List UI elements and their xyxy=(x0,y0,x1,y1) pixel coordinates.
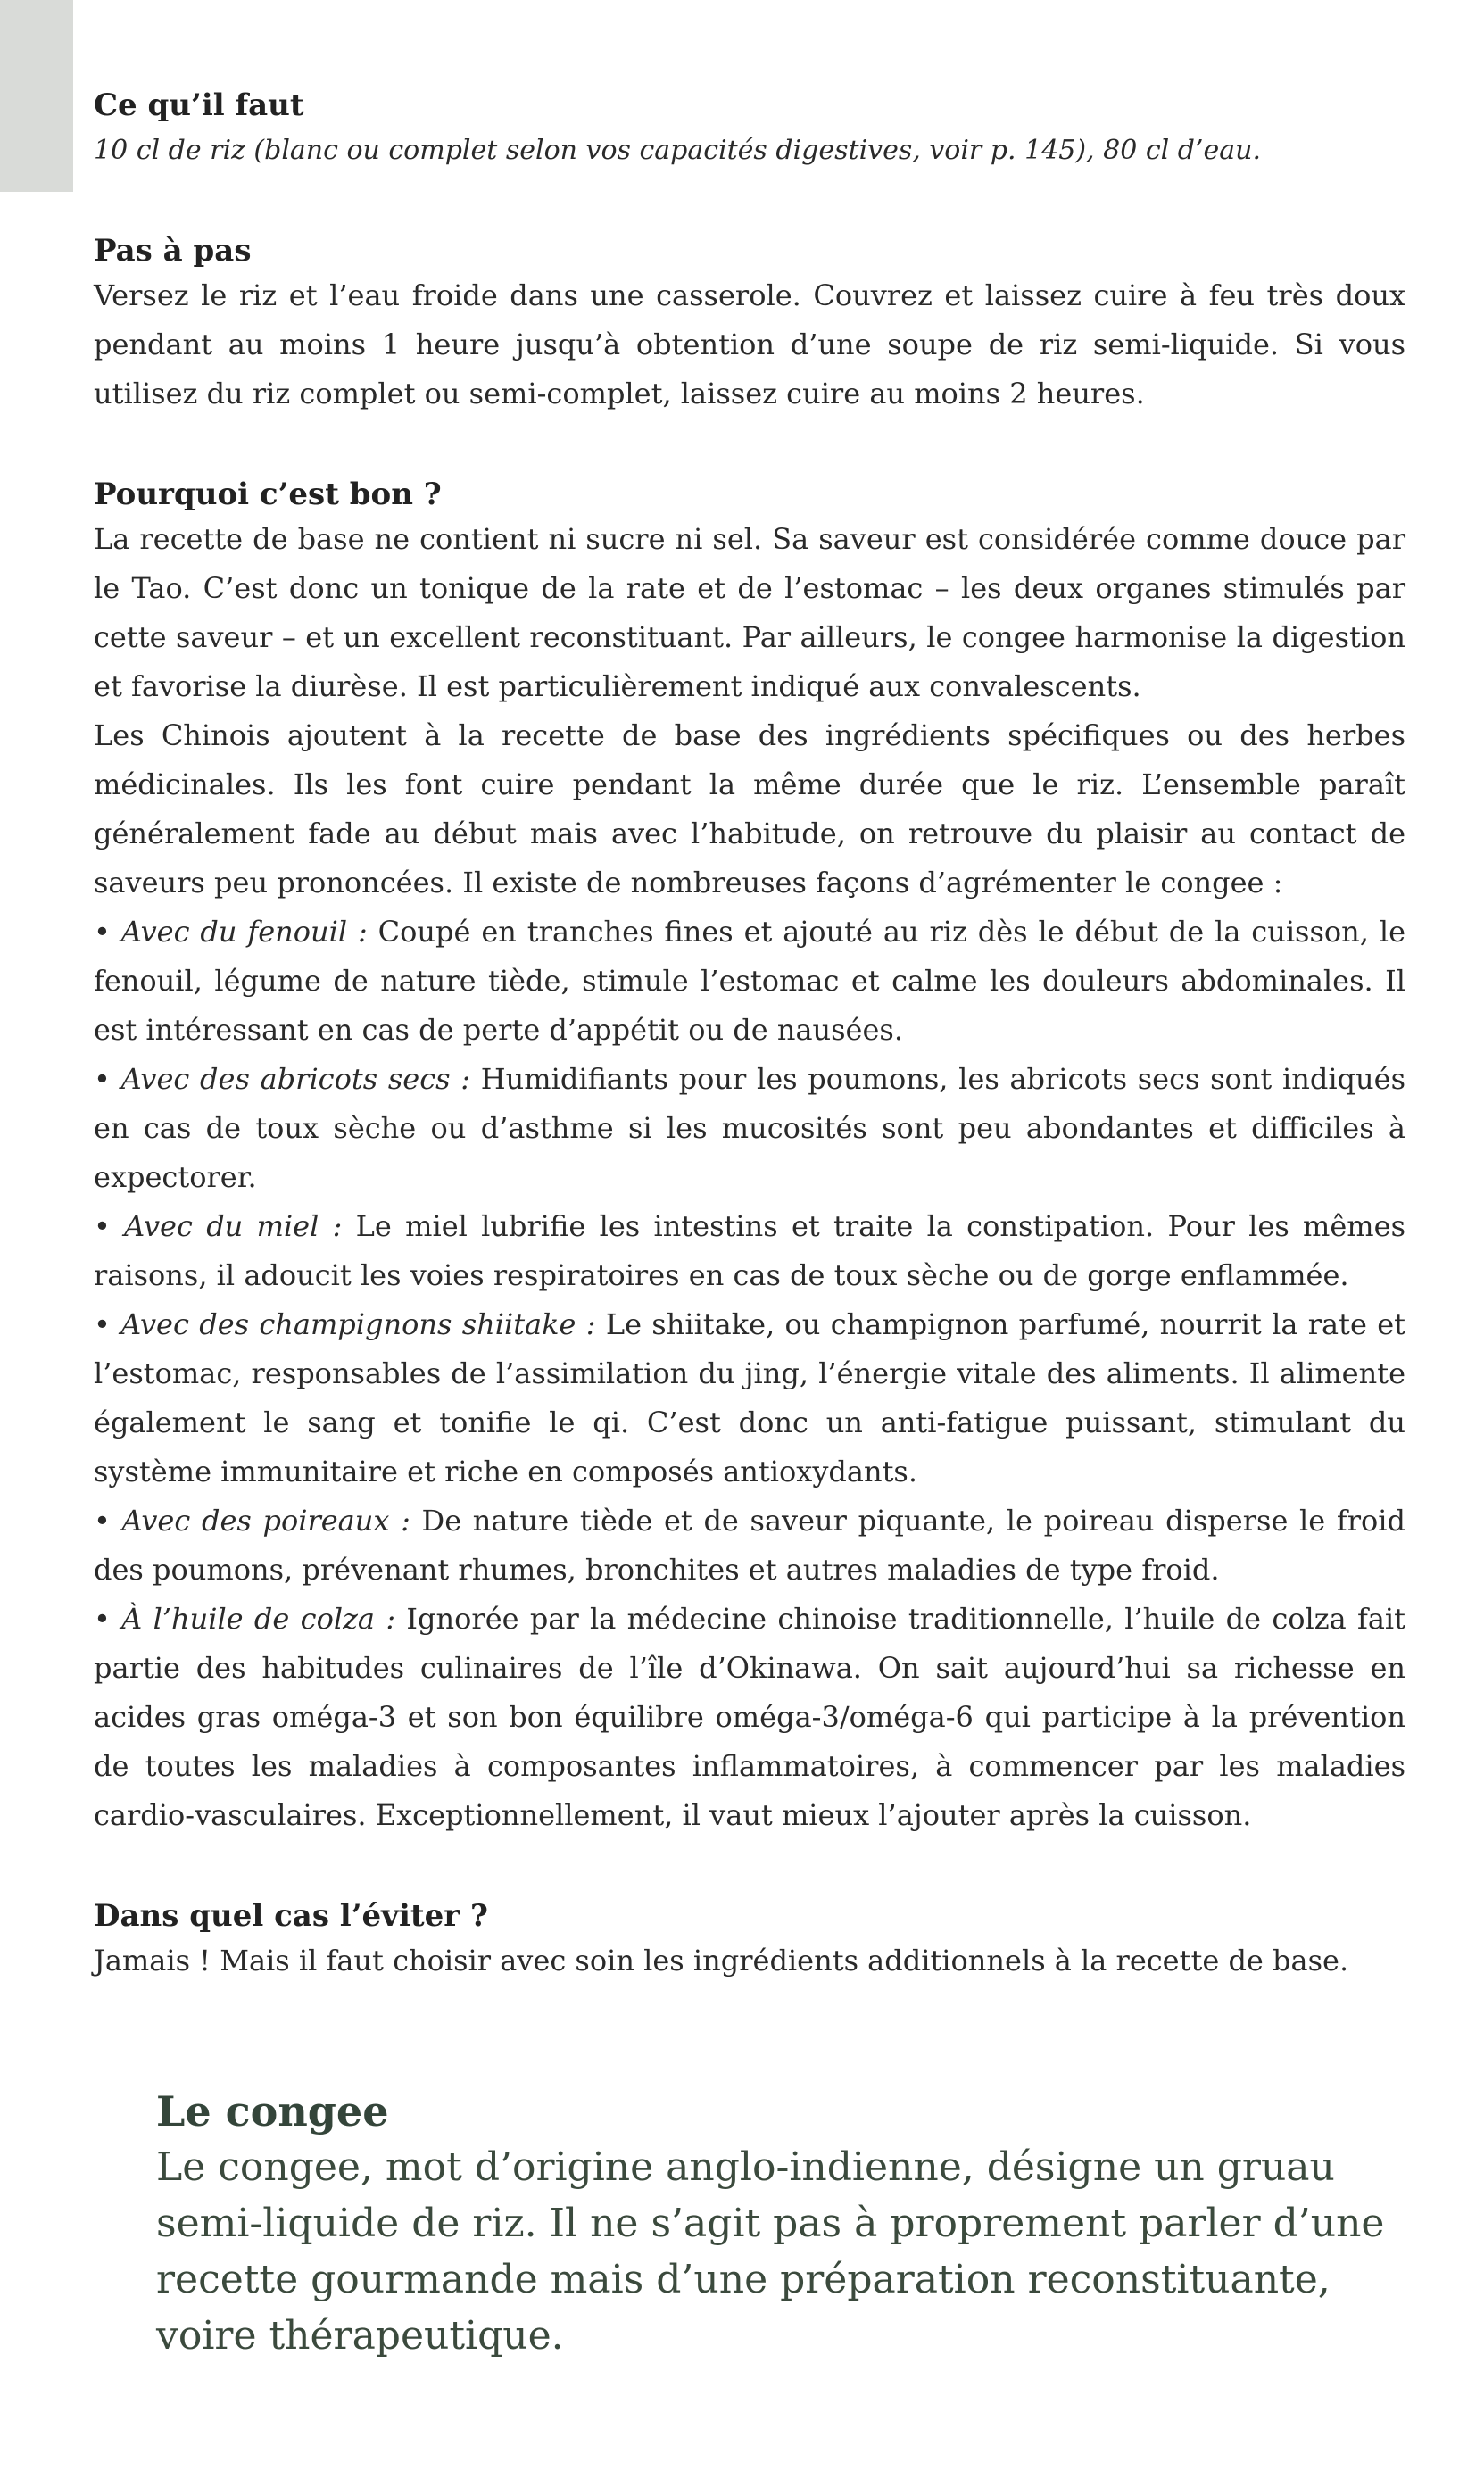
bullet-lead: • Avec des poireaux : xyxy=(94,1504,410,1538)
why-paragraph-1: La recette de base ne contient ni sucre ni sel. Sa saveur est considérée comme douce par le Tao. C’est donc un tonique de la rate et de l’estomac – les deux organes stimulés par cette saveur – et un excellent reconstituant. Par ailleurs, le congee harmonise la digestion et favorise la diurèse. Il est particulièrement indiqué aux convalescents. xyxy=(94,522,1405,703)
bullet-lead: • Avec des abricots secs : xyxy=(94,1062,471,1096)
bullet-lead: • Avec des champignons shiitake : xyxy=(94,1307,596,1341)
steps-text: Versez le riz et l’eau froide dans une casserole. Couvrez et laissez cuire à feu très doux pendant au moins 1 heure jusqu’à obtention d’une soupe de riz semi-liquide. Si vous utilisez du riz complet ou semi-complet, laissez cuire au moins 2 heures. xyxy=(94,278,1405,410)
why-heading: Pourquoi c’est bon ? xyxy=(94,477,442,512)
bullet-text: Le miel lubrifie les intestins et traite la constipation. Pour les mêmes raisons, il adoucit les voies respiratoires en cas de toux sèche ou de gorge enflammée. xyxy=(94,1209,1406,1292)
avoid-section xyxy=(94,1895,1405,1986)
bullet-lead: • Avec du miel : xyxy=(94,1209,343,1243)
bullet-poireaux xyxy=(94,1497,1405,1595)
congee-callout xyxy=(156,2084,1423,2364)
page-gutter-strip xyxy=(0,0,73,192)
bullet-shiitake xyxy=(94,1300,1405,1497)
bullet-text: De nature tiède et de saveur piquante, le poireau disperse le froid des poumons, prévenant rhumes, bronchites et autres maladies de type froid. xyxy=(94,1504,1406,1587)
why-section xyxy=(94,474,1405,1840)
avoid-heading: Dans quel cas l’éviter ? xyxy=(94,1898,488,1934)
bullet-text: Coupé en tranches fines et ajouté au riz dès le début de la cuisson, le fenouil, légume de nature tiède, stimule l’estomac et calme les douleurs abdominales. Il est intéressant en cas de perte d’appétit ou de nausées. xyxy=(94,915,1406,1047)
bullet-fenouil xyxy=(94,908,1405,1055)
bullet-text: Le shiitake, ou champignon parfumé, nourrit la rate et l’estomac, responsables de l’assimilation du jing, l’énergie vitale des aliments. Il alimente également le sang et tonifie le qi. C’est donc un anti-fatigue puissant, stimulant du système immunitaire et riche en composés antioxydants. xyxy=(94,1307,1406,1488)
bullet-colza xyxy=(94,1595,1405,1840)
ingredients-text: 10 cl de riz (blanc ou complet selon vos capacités digestives, voir p. 145), 80 cl d’eau. xyxy=(94,135,1262,166)
bullet-text: Humidifiants pour les poumons, les abricots secs sont indiqués en cas de toux sèche ou d’asthme si les mucosités sont peu abondantes et difficiles à expectorer. xyxy=(94,1062,1406,1194)
ingredients-heading: Ce qu’il faut xyxy=(94,87,304,123)
bullet-text: Ignorée par la médecine chinoise traditionnelle, l’huile de colza fait partie des habitudes culinaires de l’île d’Okinawa. On sait aujourd’hui sa richesse en acides gras oméga-3 et son bon équilibre oméga-3/oméga-6 qui participe à la prévention de toutes les maladies à composantes inflammatoires, à commencer par les maladies cardio-vasculaires. Exceptionnellement, il vaut mieux l’ajouter après la cuisson. xyxy=(94,1602,1406,1832)
bullet-lead: • À l’huile de colza : xyxy=(94,1602,396,1636)
bullet-abricots xyxy=(94,1055,1405,1202)
bullet-lead: • Avec du fenouil : xyxy=(94,915,368,949)
recipe-page xyxy=(94,85,1405,2041)
ingredients-section xyxy=(94,85,1405,175)
bullet-miel xyxy=(94,1202,1405,1300)
avoid-text: Jamais ! Mais il faut choisir avec soin les ingrédients additionnels à la recette de base. xyxy=(94,1944,1349,1978)
why-paragraph-2: Les Chinois ajoutent à la recette de base des ingrédients spécifiques ou des herbes médicinales. Ils les font cuire pendant la même durée que le riz. L’ensemble paraît généralement fade au début mais avec l’habitude, on retrouve du plaisir au contact de saveurs peu prononcées. Il existe de nombreuses façons d’agrémenter le congee : xyxy=(94,718,1405,900)
callout-text: Le congee, mot d’origine anglo-indienne, désigne un gruau semi-liquide de riz. Il ne s’agit pas à proprement parler d’une recette gourmande mais d’une préparation reconstituante, voire thérapeutique. xyxy=(156,2144,1385,2359)
steps-heading: Pas à pas xyxy=(94,233,252,269)
callout-title: Le congee xyxy=(156,2087,389,2135)
steps-section xyxy=(94,230,1405,419)
